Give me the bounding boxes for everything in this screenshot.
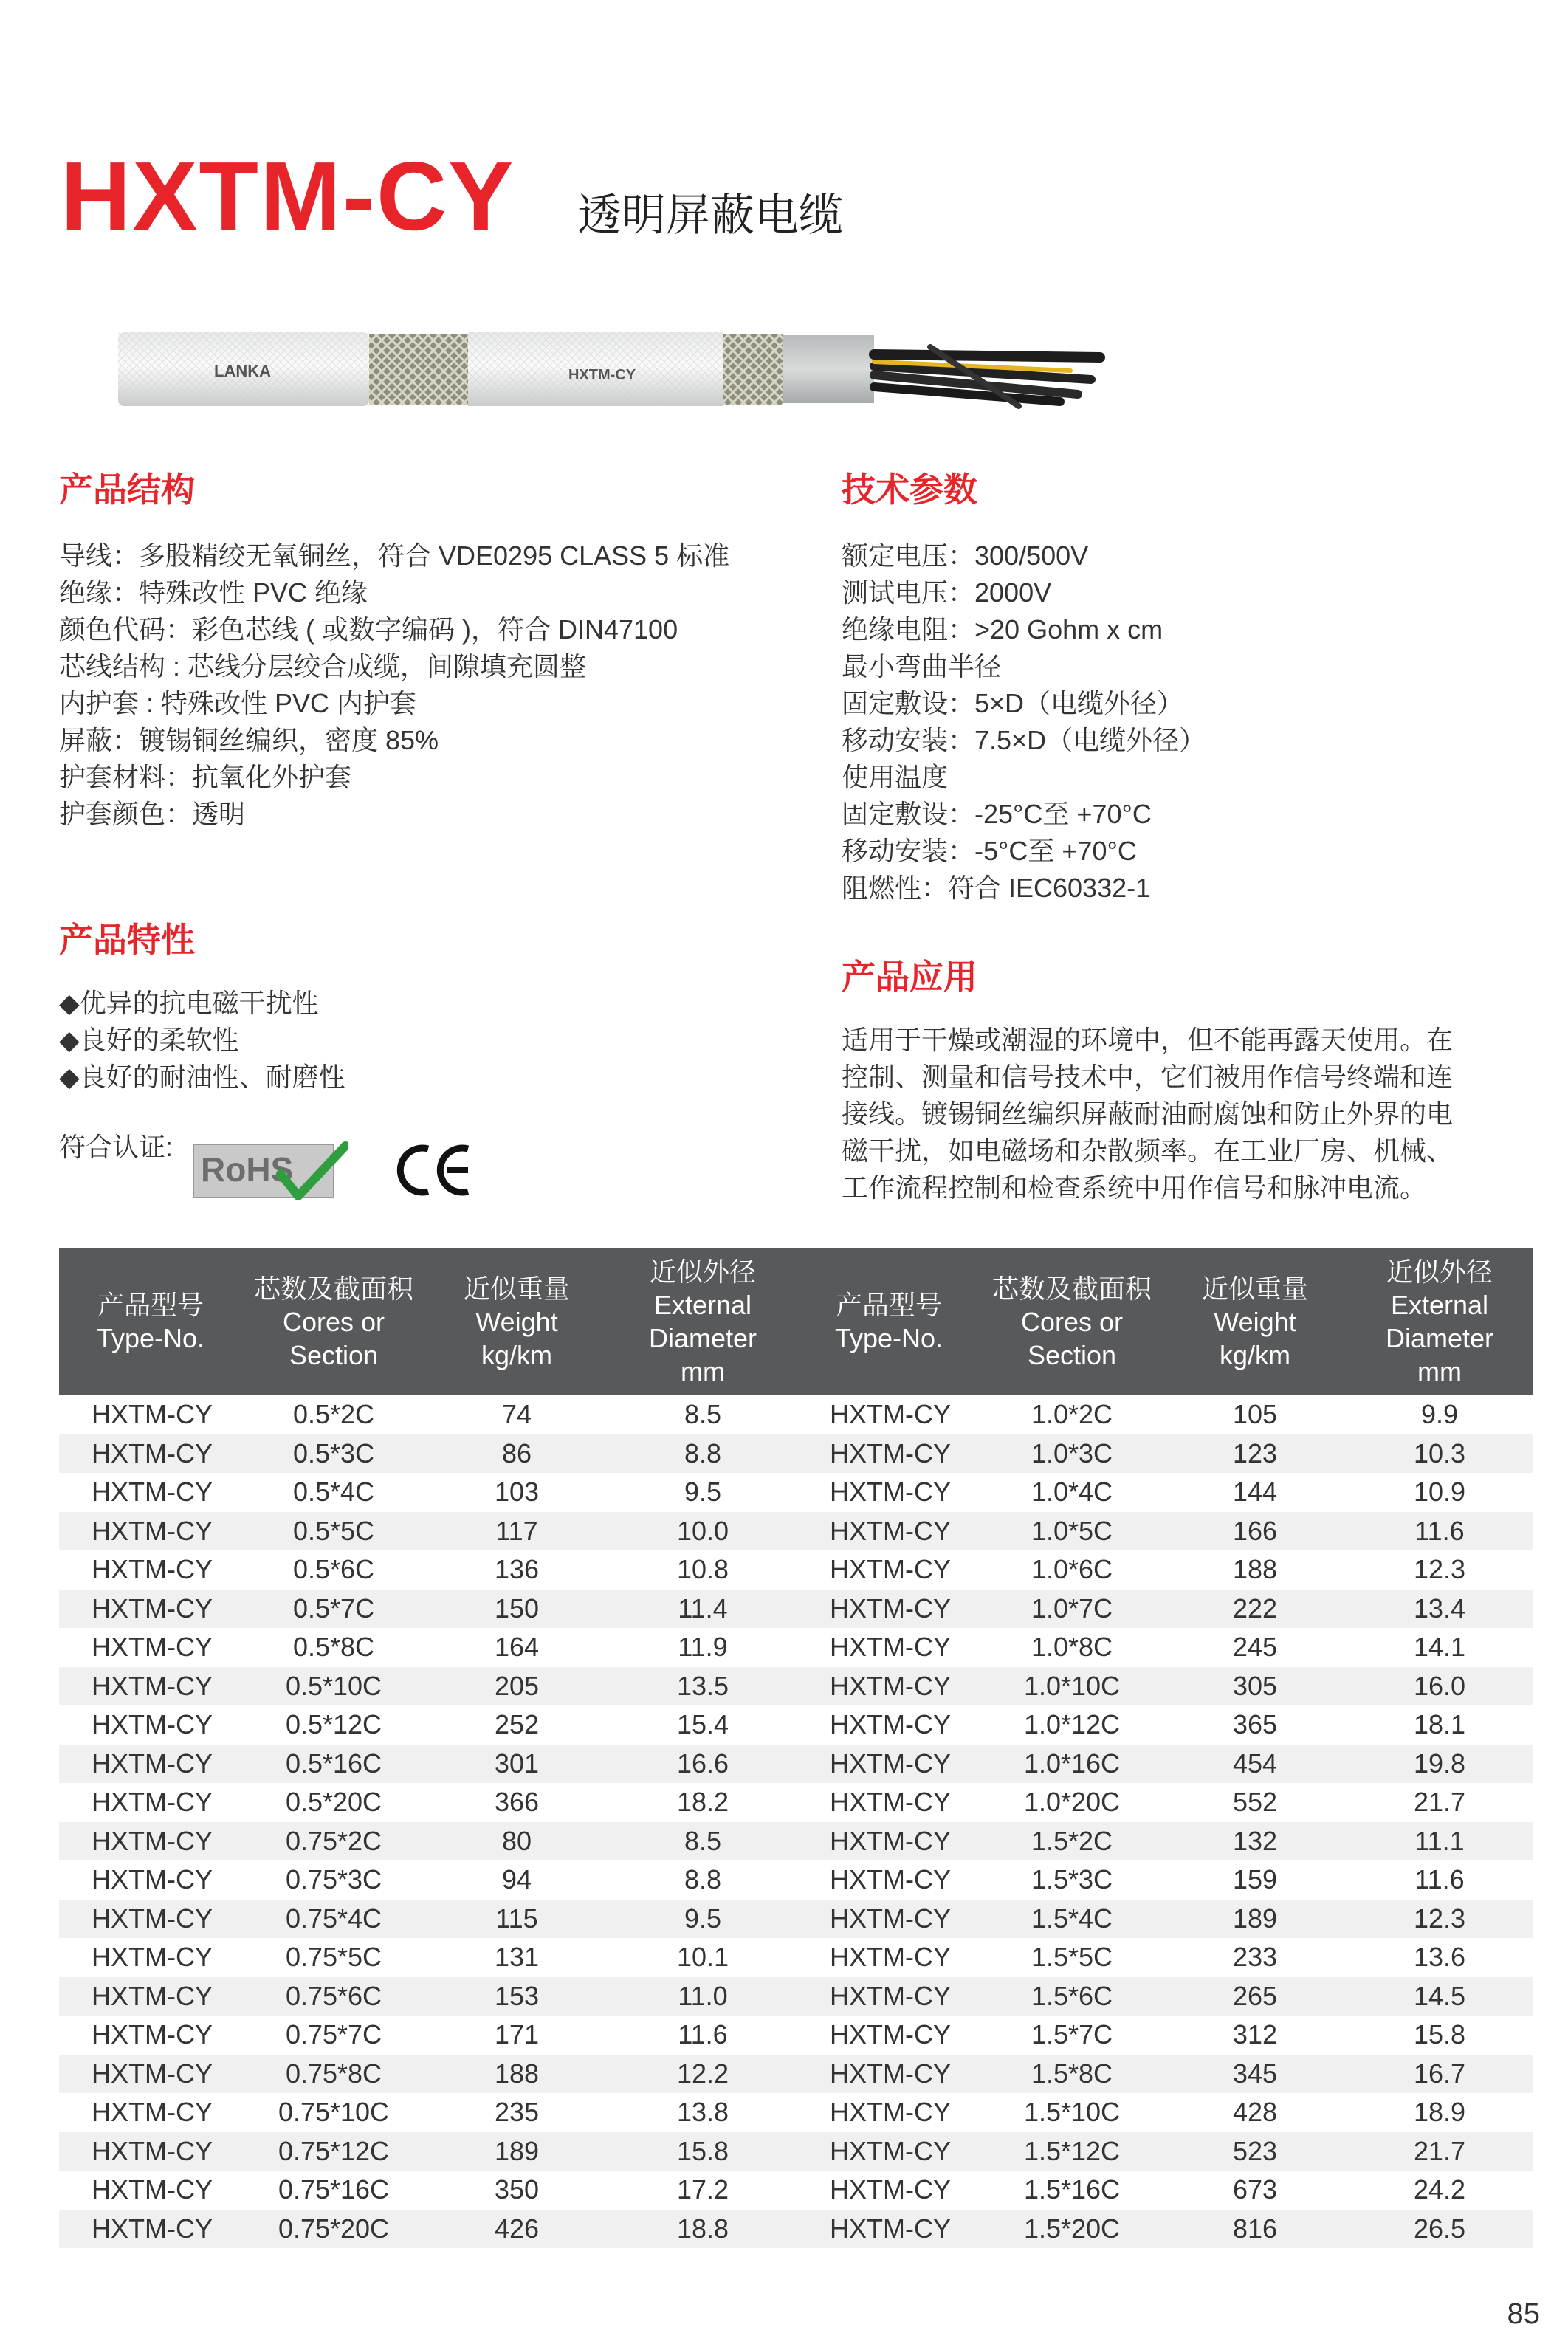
table-cell: 1.5*20C xyxy=(980,2210,1163,2249)
table-row xyxy=(59,1550,1533,1590)
technical-line: 额定电压：300/500V xyxy=(842,540,1089,571)
table-cell: 0.5*10C xyxy=(242,1667,425,1706)
table-cell: 18.8 xyxy=(608,2210,797,2249)
cable-model-label: HXTM-CY xyxy=(568,367,636,383)
table-cell: 1.0*2C xyxy=(1031,1399,1113,1430)
table-cell: HXTM-CY xyxy=(92,2174,213,2205)
table-cell: 18.1 xyxy=(1413,1709,1466,1740)
table-cell: 188 xyxy=(425,2055,608,2094)
table-cell: HXTM-CY xyxy=(830,2019,951,2050)
application-line: 接线。镀锡铜丝编织屏蔽耐油耐腐蚀和防止外界的电 xyxy=(842,1099,1454,1129)
spec-table xyxy=(59,1248,1533,2248)
table-cell: HXTM-CY xyxy=(830,1864,951,1895)
table-cell: 0.5*20C xyxy=(285,1787,382,1818)
table-cell: 159 xyxy=(1232,1864,1278,1895)
table-cell: 16.0 xyxy=(1347,1667,1533,1706)
header-cores-section: 芯数及截面积 Cores or Section xyxy=(242,1248,425,1395)
features-list xyxy=(59,985,345,1096)
structure-line: 颜色代码：彩色芯线 ( 或数字编码 )，符合 DIN47100 xyxy=(59,614,678,645)
table-cell: 1.5*3C xyxy=(1031,1864,1113,1895)
table-cell: HXTM-CY xyxy=(92,1864,213,1895)
table-cell: 18.2 xyxy=(676,1787,729,1818)
table-row xyxy=(59,1860,1533,1900)
table-cell: HXTM-CY xyxy=(830,1709,951,1740)
application-paragraph xyxy=(842,1022,1506,1206)
table-cell: 0.75*7C xyxy=(285,2019,382,2050)
table-cell: 13.4 xyxy=(1347,1590,1533,1629)
table-cell: 26.5 xyxy=(1347,2210,1533,2249)
table-cell: 136 xyxy=(494,1554,540,1585)
table-cell: 0.75*3C xyxy=(285,1864,382,1895)
table-cell: HXTM-CY xyxy=(830,1477,951,1508)
table-row xyxy=(59,1900,1533,1939)
table-row xyxy=(59,1745,1533,1784)
table-cell: 132 xyxy=(1163,1822,1347,1861)
table-row xyxy=(59,1590,1533,1629)
table-cell: HXTM-CY xyxy=(59,1434,242,1474)
table-cell: 24.2 xyxy=(1413,2174,1466,2205)
table-cell: 1.5*6C xyxy=(980,1977,1163,2016)
table-row xyxy=(59,2055,1533,2094)
table-cell: 13.8 xyxy=(676,2097,729,2128)
table-cell: 1.0*3C xyxy=(980,1434,1163,1474)
page-title: HXTM-CY xyxy=(61,142,515,250)
table-cell: 1.5*5C xyxy=(1031,1942,1113,1973)
table-cell: HXTM-CY xyxy=(797,1512,980,1551)
table-cell: HXTM-CY xyxy=(830,1632,951,1663)
table-cell: 0.75*5C xyxy=(285,1942,382,1973)
table-cell: 15.8 xyxy=(1413,2019,1466,2050)
table-cell: HXTM-CY xyxy=(59,1822,242,1861)
technical-line: 使用温度 xyxy=(842,762,949,792)
table-cell: 1.5*8C xyxy=(980,2055,1163,2094)
structure-line: 护套颜色：透明 xyxy=(59,799,246,829)
table-cell: 0.75*2C xyxy=(242,1822,425,1861)
table-cell: 1.0*10C xyxy=(980,1667,1163,1706)
table-cell: 74 xyxy=(501,1399,532,1430)
table-cell: 1.5*7C xyxy=(1031,2019,1113,2050)
table-cell: 454 xyxy=(1163,1745,1347,1784)
table-cell: HXTM-CY xyxy=(797,2210,980,2249)
structure-heading: 产品结构 xyxy=(59,470,195,509)
header-type-no: 产品型号 Type-No. xyxy=(59,1248,242,1395)
table-cell: 1.0*4C xyxy=(1031,1477,1113,1508)
table-cell: 428 xyxy=(1232,2097,1278,2128)
table-cell: 0.5*16C xyxy=(242,1745,425,1784)
table-cell: 1.5*16C xyxy=(1023,2174,1121,2205)
structure-line: 导线：多股精绞无氧铜丝，符合 VDE0295 CLASS 5 标准 xyxy=(59,540,730,571)
ce-mark xyxy=(393,1143,474,1198)
structure-line: 护套材料：抗氧化外护套 xyxy=(59,762,352,792)
table-cell: 12.2 xyxy=(608,2055,797,2094)
table-cell: 1.5*2C xyxy=(980,1822,1163,1861)
table-cell: 12.3 xyxy=(1347,1900,1533,1939)
table-cell: HXTM-CY xyxy=(797,1434,980,1474)
table-cell: 80 xyxy=(425,1822,608,1861)
table-cell: HXTM-CY xyxy=(797,1900,980,1939)
application-heading: 产品应用 xyxy=(842,958,977,996)
table-cell: HXTM-CY xyxy=(59,2055,242,2094)
table-cell: HXTM-CY xyxy=(92,1942,213,1973)
table-cell: HXTM-CY xyxy=(92,1399,213,1430)
technical-line: 阻燃性：符合 IEC60332-1 xyxy=(842,873,1151,903)
table-cell: 8.8 xyxy=(684,1864,722,1895)
table-cell: 17.2 xyxy=(676,2174,729,2205)
rohs-text: RoHS xyxy=(201,1150,294,1189)
application-line: 控制、测量和信号技术中，它们被用作信号终端和连 xyxy=(842,1062,1454,1092)
table-cell: HXTM-CY xyxy=(797,1822,980,1861)
certification-label: 符合认证: xyxy=(59,1132,173,1162)
table-cell: 21.7 xyxy=(1413,1787,1466,1818)
table-cell: 0.75*12C xyxy=(242,2132,425,2171)
table-cell: HXTM-CY xyxy=(830,1787,951,1818)
table-cell: 552 xyxy=(1232,1787,1278,1818)
table-cell: 1.0*5C xyxy=(980,1512,1163,1551)
table-cell: 18.9 xyxy=(1413,2097,1466,2128)
table-cell: 673 xyxy=(1232,2174,1278,2205)
table-cell: 1.0*20C xyxy=(1023,1787,1121,1818)
table-cell: 144 xyxy=(1232,1477,1278,1508)
table-cell: 115 xyxy=(425,1900,608,1939)
table-cell: 123 xyxy=(1163,1434,1347,1474)
table-row xyxy=(59,1434,1533,1474)
table-cell: HXTM-CY xyxy=(830,2174,951,2205)
table-cell: 0.5*6C xyxy=(292,1554,375,1585)
table-cell: HXTM-CY xyxy=(797,1745,980,1784)
structure-line: 屏蔽：镀锡铜丝编织，密度 85% xyxy=(59,725,439,755)
table-cell: 189 xyxy=(1163,1900,1347,1939)
table-cell: 523 xyxy=(1163,2132,1347,2171)
technical-line: 移动安装：-5°C至 +70°C xyxy=(842,836,1137,866)
table-cell: 11.6 xyxy=(1414,1864,1465,1895)
table-cell: 301 xyxy=(425,1745,608,1784)
table-cell: 252 xyxy=(494,1709,540,1740)
table-cell: 1.0*16C xyxy=(980,1745,1163,1784)
header-weight: 近似重量 Weight kg/km xyxy=(1163,1248,1347,1395)
table-cell: 10.0 xyxy=(608,1512,797,1551)
table-cell: HXTM-CY xyxy=(830,1399,951,1430)
header-weight: 近似重量 Weight kg/km xyxy=(425,1248,608,1395)
table-cell: 0.5*2C xyxy=(292,1399,375,1430)
technical-line: 移动安装：7.5×D（电缆外径） xyxy=(842,725,1206,755)
table-cell: 153 xyxy=(425,1977,608,2016)
technical-line: 固定敷设：-25°C至 +70°C xyxy=(842,799,1152,829)
technical-line: 绝缘电阻：>20 Gohm x cm xyxy=(842,614,1163,645)
table-row xyxy=(59,2171,1533,2210)
page-number: 85 xyxy=(1507,2298,1540,2330)
table-cell: HXTM-CY xyxy=(92,1554,213,1585)
structure-line: 绝缘：特殊改性 PVC 绝缘 xyxy=(59,577,368,608)
table-cell: 16.6 xyxy=(608,1745,797,1784)
table-cell: 14.5 xyxy=(1347,1977,1533,2016)
table-cell: 21.7 xyxy=(1347,2132,1533,2171)
table-cell: 222 xyxy=(1163,1590,1347,1629)
table-cell: 366 xyxy=(494,1787,540,1818)
technical-list xyxy=(842,537,1206,907)
table-cell: 245 xyxy=(1232,1632,1278,1663)
table-cell: 10.3 xyxy=(1347,1434,1533,1474)
feature-line: ◆优异的抗电磁干扰性 xyxy=(59,988,319,1018)
table-cell: 171 xyxy=(494,2019,540,2050)
table-cell: 235 xyxy=(494,2097,540,2128)
application-line: 工作流程控制和检查系统中用作信号和脉冲电流。 xyxy=(842,1172,1427,1203)
table-cell: 0.5*4C xyxy=(292,1477,375,1508)
table-cell: 205 xyxy=(425,1667,608,1706)
table-cell: HXTM-CY xyxy=(59,1745,242,1784)
table-cell: 1.0*8C xyxy=(1031,1632,1113,1663)
table-cell: HXTM-CY xyxy=(59,1512,242,1551)
header-diameter: 近似外径 External Diameter mm xyxy=(608,1248,797,1395)
table-cell: 0.5*8C xyxy=(292,1632,375,1663)
table-cell: 164 xyxy=(494,1632,540,1663)
table-row xyxy=(59,1628,1533,1667)
table-cell: 0.75*6C xyxy=(242,1977,425,2016)
table-cell: 94 xyxy=(501,1864,532,1895)
table-cell: 11.1 xyxy=(1347,1822,1533,1861)
table-cell: 233 xyxy=(1232,1942,1278,1973)
table-cell: 426 xyxy=(425,2210,608,2249)
table-cell: HXTM-CY xyxy=(92,1787,213,1818)
table-cell: 10.1 xyxy=(676,1942,729,1973)
table-row xyxy=(59,1705,1533,1745)
table-cell: HXTM-CY xyxy=(797,1590,980,1629)
table-cell: 19.8 xyxy=(1347,1745,1533,1784)
table-cell: HXTM-CY xyxy=(59,1900,242,1939)
table-cell: 16.7 xyxy=(1347,2055,1533,2094)
features-heading: 产品特性 xyxy=(59,921,195,959)
table-cell: HXTM-CY xyxy=(830,2097,951,2128)
table-cell: HXTM-CY xyxy=(59,2132,242,2171)
table-cell: HXTM-CY xyxy=(92,1632,213,1663)
header-type-no: 产品型号 Type-No. xyxy=(797,1248,980,1395)
table-cell: 0.75*10C xyxy=(278,2097,390,2128)
table-row xyxy=(59,1473,1533,1512)
table-cell: 0.75*16C xyxy=(278,2174,390,2205)
technical-line: 测试电压：2000V xyxy=(842,577,1052,608)
table-cell: 1.0*7C xyxy=(980,1590,1163,1629)
table-cell: 10.8 xyxy=(676,1554,729,1585)
cable-brand-label: LANKA xyxy=(214,362,271,380)
table-cell: 12.3 xyxy=(1413,1554,1466,1585)
table-cell: HXTM-CY xyxy=(59,1667,242,1706)
cable-image xyxy=(118,325,1107,413)
table-cell: 15.8 xyxy=(608,2132,797,2171)
table-cell: HXTM-CY xyxy=(59,1590,242,1629)
table-cell: 1.5*10C xyxy=(1023,2097,1121,2128)
table-cell: 1.5*12C xyxy=(980,2132,1163,2171)
table-cell: 189 xyxy=(425,2132,608,2171)
table-cell: 0.5*12C xyxy=(285,1709,382,1740)
table-row xyxy=(59,2132,1533,2171)
table-cell: 86 xyxy=(425,1434,608,1474)
table-cell: 11.4 xyxy=(608,1590,797,1629)
table-cell: 150 xyxy=(425,1590,608,1629)
table-cell: 0.75*20C xyxy=(242,2210,425,2249)
table-cell: 103 xyxy=(494,1477,540,1508)
table-cell: 11.6 xyxy=(678,2019,728,2050)
table-cell: HXTM-CY xyxy=(92,1709,213,1740)
table-cell: 312 xyxy=(1232,2019,1278,2050)
table-cell: 265 xyxy=(1163,1977,1347,2016)
table-cell: 9.5 xyxy=(684,1477,722,1508)
table-cell: 166 xyxy=(1163,1512,1347,1551)
table-cell: 0.5*7C xyxy=(242,1590,425,1629)
table-cell: 0.5*3C xyxy=(242,1434,425,1474)
table-cell: 305 xyxy=(1163,1667,1347,1706)
table-cell: HXTM-CY xyxy=(797,2055,980,2094)
table-cell: HXTM-CY xyxy=(797,1977,980,2016)
table-cell: HXTM-CY xyxy=(59,1977,242,2016)
table-cell: 350 xyxy=(494,2174,540,2205)
table-cell: 11.9 xyxy=(678,1632,728,1663)
table-cell: 11.0 xyxy=(608,1977,797,2016)
table-cell: HXTM-CY xyxy=(830,1554,951,1585)
technical-line: 固定敷设：5×D（电缆外径） xyxy=(842,688,1184,718)
table-row xyxy=(59,2093,1533,2132)
table-cell: 0.75*8C xyxy=(242,2055,425,2094)
table-cell: 9.9 xyxy=(1420,1399,1459,1430)
page-subtitle: 透明屏蔽电缆 xyxy=(577,190,843,240)
technical-line: 最小弯曲半径 xyxy=(842,651,1002,681)
structure-list xyxy=(59,537,729,833)
table-cell: 188 xyxy=(1232,1554,1278,1585)
table-cell: HXTM-CY xyxy=(92,2019,213,2050)
table-cell: 365 xyxy=(1232,1709,1278,1740)
structure-line: 内护套 : 特殊改性 PVC 内护套 xyxy=(59,688,417,718)
table-cell: 8.5 xyxy=(684,1399,722,1430)
table-row xyxy=(59,1512,1533,1551)
table-cell: 9.5 xyxy=(608,1900,797,1939)
table-cell: 11.6 xyxy=(1347,1512,1533,1551)
table-cell: 0.5*5C xyxy=(242,1512,425,1551)
table-cell: 117 xyxy=(425,1512,608,1551)
table-cell: 13.5 xyxy=(608,1667,797,1706)
table-cell: 1.0*12C xyxy=(1023,1709,1121,1740)
table-cell: 105 xyxy=(1232,1399,1278,1430)
table-cell: HXTM-CY xyxy=(92,1477,213,1508)
table-cell: 14.1 xyxy=(1413,1632,1466,1663)
table-row xyxy=(59,1977,1533,2016)
table-cell: HXTM-CY xyxy=(797,1667,980,1706)
technical-heading: 技术参数 xyxy=(842,470,977,509)
table-header-row xyxy=(59,1248,1533,1395)
table-row xyxy=(59,1667,1533,1706)
header-diameter: 近似外径 External Diameter mm xyxy=(1347,1248,1533,1395)
table-cell: HXTM-CY xyxy=(92,2097,213,2128)
table-cell: 1.0*6C xyxy=(1031,1554,1113,1585)
application-line: 适用于干燥或潮湿的环境中，但不能再露天使用。在 xyxy=(842,1025,1454,1055)
table-cell: 131 xyxy=(494,1942,540,1973)
table-row xyxy=(59,1938,1533,1977)
rohs-logo xyxy=(193,1140,348,1202)
table-cell: 8.5 xyxy=(608,1822,797,1861)
table-row xyxy=(59,1783,1533,1822)
table-row xyxy=(59,2210,1533,2249)
table-cell: 1.5*4C xyxy=(980,1900,1163,1939)
table-row xyxy=(59,2016,1533,2055)
table-cell: 0.75*4C xyxy=(242,1900,425,1939)
table-cell: 10.9 xyxy=(1413,1477,1466,1508)
structure-line: 芯线结构 : 芯线分层绞合成缆，间隙填充圆整 xyxy=(59,651,587,681)
table-cell: 345 xyxy=(1163,2055,1347,2094)
table-cell: HXTM-CY xyxy=(830,1942,951,1973)
application-line: 磁干扰，如电磁场和杂散频率。在工业厂房、机械、 xyxy=(842,1135,1454,1166)
table-cell: 13.6 xyxy=(1413,1942,1466,1973)
header-cores-section: 芯数及截面积 Cores or Section xyxy=(980,1248,1163,1395)
table-cell: 816 xyxy=(1163,2210,1347,2249)
table-row xyxy=(59,1822,1533,1861)
table-cell: 8.8 xyxy=(608,1434,797,1474)
feature-line: ◆良好的耐油性、耐磨性 xyxy=(59,1062,345,1092)
table-row xyxy=(59,1395,1533,1434)
table-cell: 15.4 xyxy=(676,1709,729,1740)
table-cell: HXTM-CY xyxy=(59,2210,242,2249)
table-cell: HXTM-CY xyxy=(797,2132,980,2171)
feature-line: ◆良好的柔软性 xyxy=(59,1025,239,1055)
